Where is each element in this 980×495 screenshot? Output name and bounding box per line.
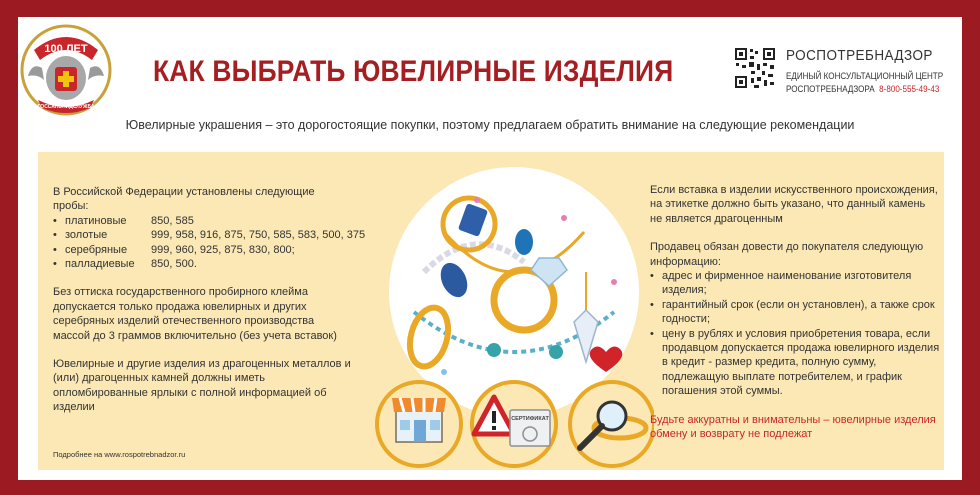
list-item <box>53 257 353 271</box>
left-column <box>53 185 366 429</box>
probe-kind: палладиевые <box>65 258 135 271</box>
probe-kind: золотые <box>65 229 108 242</box>
footnote-link[interactable]: Подробнее на www.rospotrebnadzor.ru <box>53 450 186 459</box>
probes-intro: В Российской Федерации установлены следующие пробы: <box>53 186 315 213</box>
list-item <box>53 243 353 257</box>
seller-info-list <box>650 269 940 399</box>
certificate-label: СЕРТИФИКАТ <box>511 416 549 422</box>
probe-kind: платиновые <box>65 214 127 227</box>
list-item <box>53 228 366 242</box>
list-item: • адрес и фирменное наименование изготовителя изделия; <box>650 269 940 298</box>
list-item: • гарантийный срок (если он установлен), а также срок годности; <box>650 298 940 327</box>
teal-gem-icon <box>487 343 501 357</box>
stamp-paragraph: Без оттиска государственного пробирного клейма допускается только продажа ювелирных и других серебряных изделий отечественного производства массой до 3 граммов включительно (без учета вставок) <box>53 286 337 342</box>
org-block <box>734 47 964 99</box>
list-item <box>53 214 353 228</box>
emblem-badge: 100 ЛЕТ <box>44 43 88 55</box>
right-column <box>650 183 940 456</box>
intro-text: Ювелирные украшения – это дорогостоящие покупки, поэтому предлагаем обратить внимание на следующие рекомендации <box>125 118 855 132</box>
emblem-ribbon: ГОССАНЭПИДСЛУЖБА <box>37 104 95 110</box>
probe-values: 999, 960, 925, 875, 830, 800; <box>151 243 295 256</box>
page-title: КАК ВЫБРАТЬ ЮВЕЛИРНЫЕ ИЗДЕЛИЯ <box>153 55 674 88</box>
hotline-phone[interactable]: 8-800-555-49-43 <box>879 84 940 95</box>
list-item: • цену в рублях и условия приобретения товара, если продавцом допускается продажа ювелирного изделия в кредит - размер кредита, полную сумму, подлежащую выплате потребителем, и график погашения этой суммы. <box>650 327 940 399</box>
emblem-icon <box>20 20 112 118</box>
probe-kind: серебряные <box>65 243 128 256</box>
probe-values: 850, 500. <box>151 258 197 271</box>
probe-values: 999, 958, 916, 875, 750, 585, 583, 500, 375 <box>151 229 366 242</box>
store-icon <box>377 382 461 466</box>
org-line1: ЕДИНЫЙ КОНСУЛЬТАЦИОННЫЙ ЦЕНТР <box>786 71 944 82</box>
org-line2 <box>786 84 939 95</box>
probe-values: 850, 585 <box>151 214 194 227</box>
seller-info-intro: Продавец обязан довести до покупателя следующую информацию: <box>650 241 924 268</box>
certificate-warning-icon <box>472 382 556 466</box>
teal-gem-icon <box>549 345 563 359</box>
artificial-insert-paragraph: Если вставка в изделии искусственного происхождения, на этикетке должно быть указано, что данный камень не является драгоценным <box>650 184 938 225</box>
illustration-circle <box>389 167 639 417</box>
magnifier-icon <box>570 382 654 466</box>
probes-list <box>53 214 366 272</box>
labels-paragraph: Ювелирные и другие изделия из драгоценных металлов и (или) драгоценных камней должны иметь опломбированные ярлыки с полной информацией об изделии <box>53 358 351 414</box>
org-line2-text: РОСПОТРЕБНАДЗОРА <box>786 84 875 95</box>
jewelry-illustration <box>374 162 654 470</box>
qr-code-icon[interactable] <box>734 47 776 89</box>
warning-note: Будьте аккуратны и внимательны – ювелирные изделия обмену и возврату не подлежат <box>650 413 936 441</box>
poster-card <box>18 17 962 480</box>
org-name: РОСПОТРЕБНАДЗОР <box>786 47 933 64</box>
blue-gem-icon <box>515 229 533 255</box>
content-panel <box>38 152 944 470</box>
